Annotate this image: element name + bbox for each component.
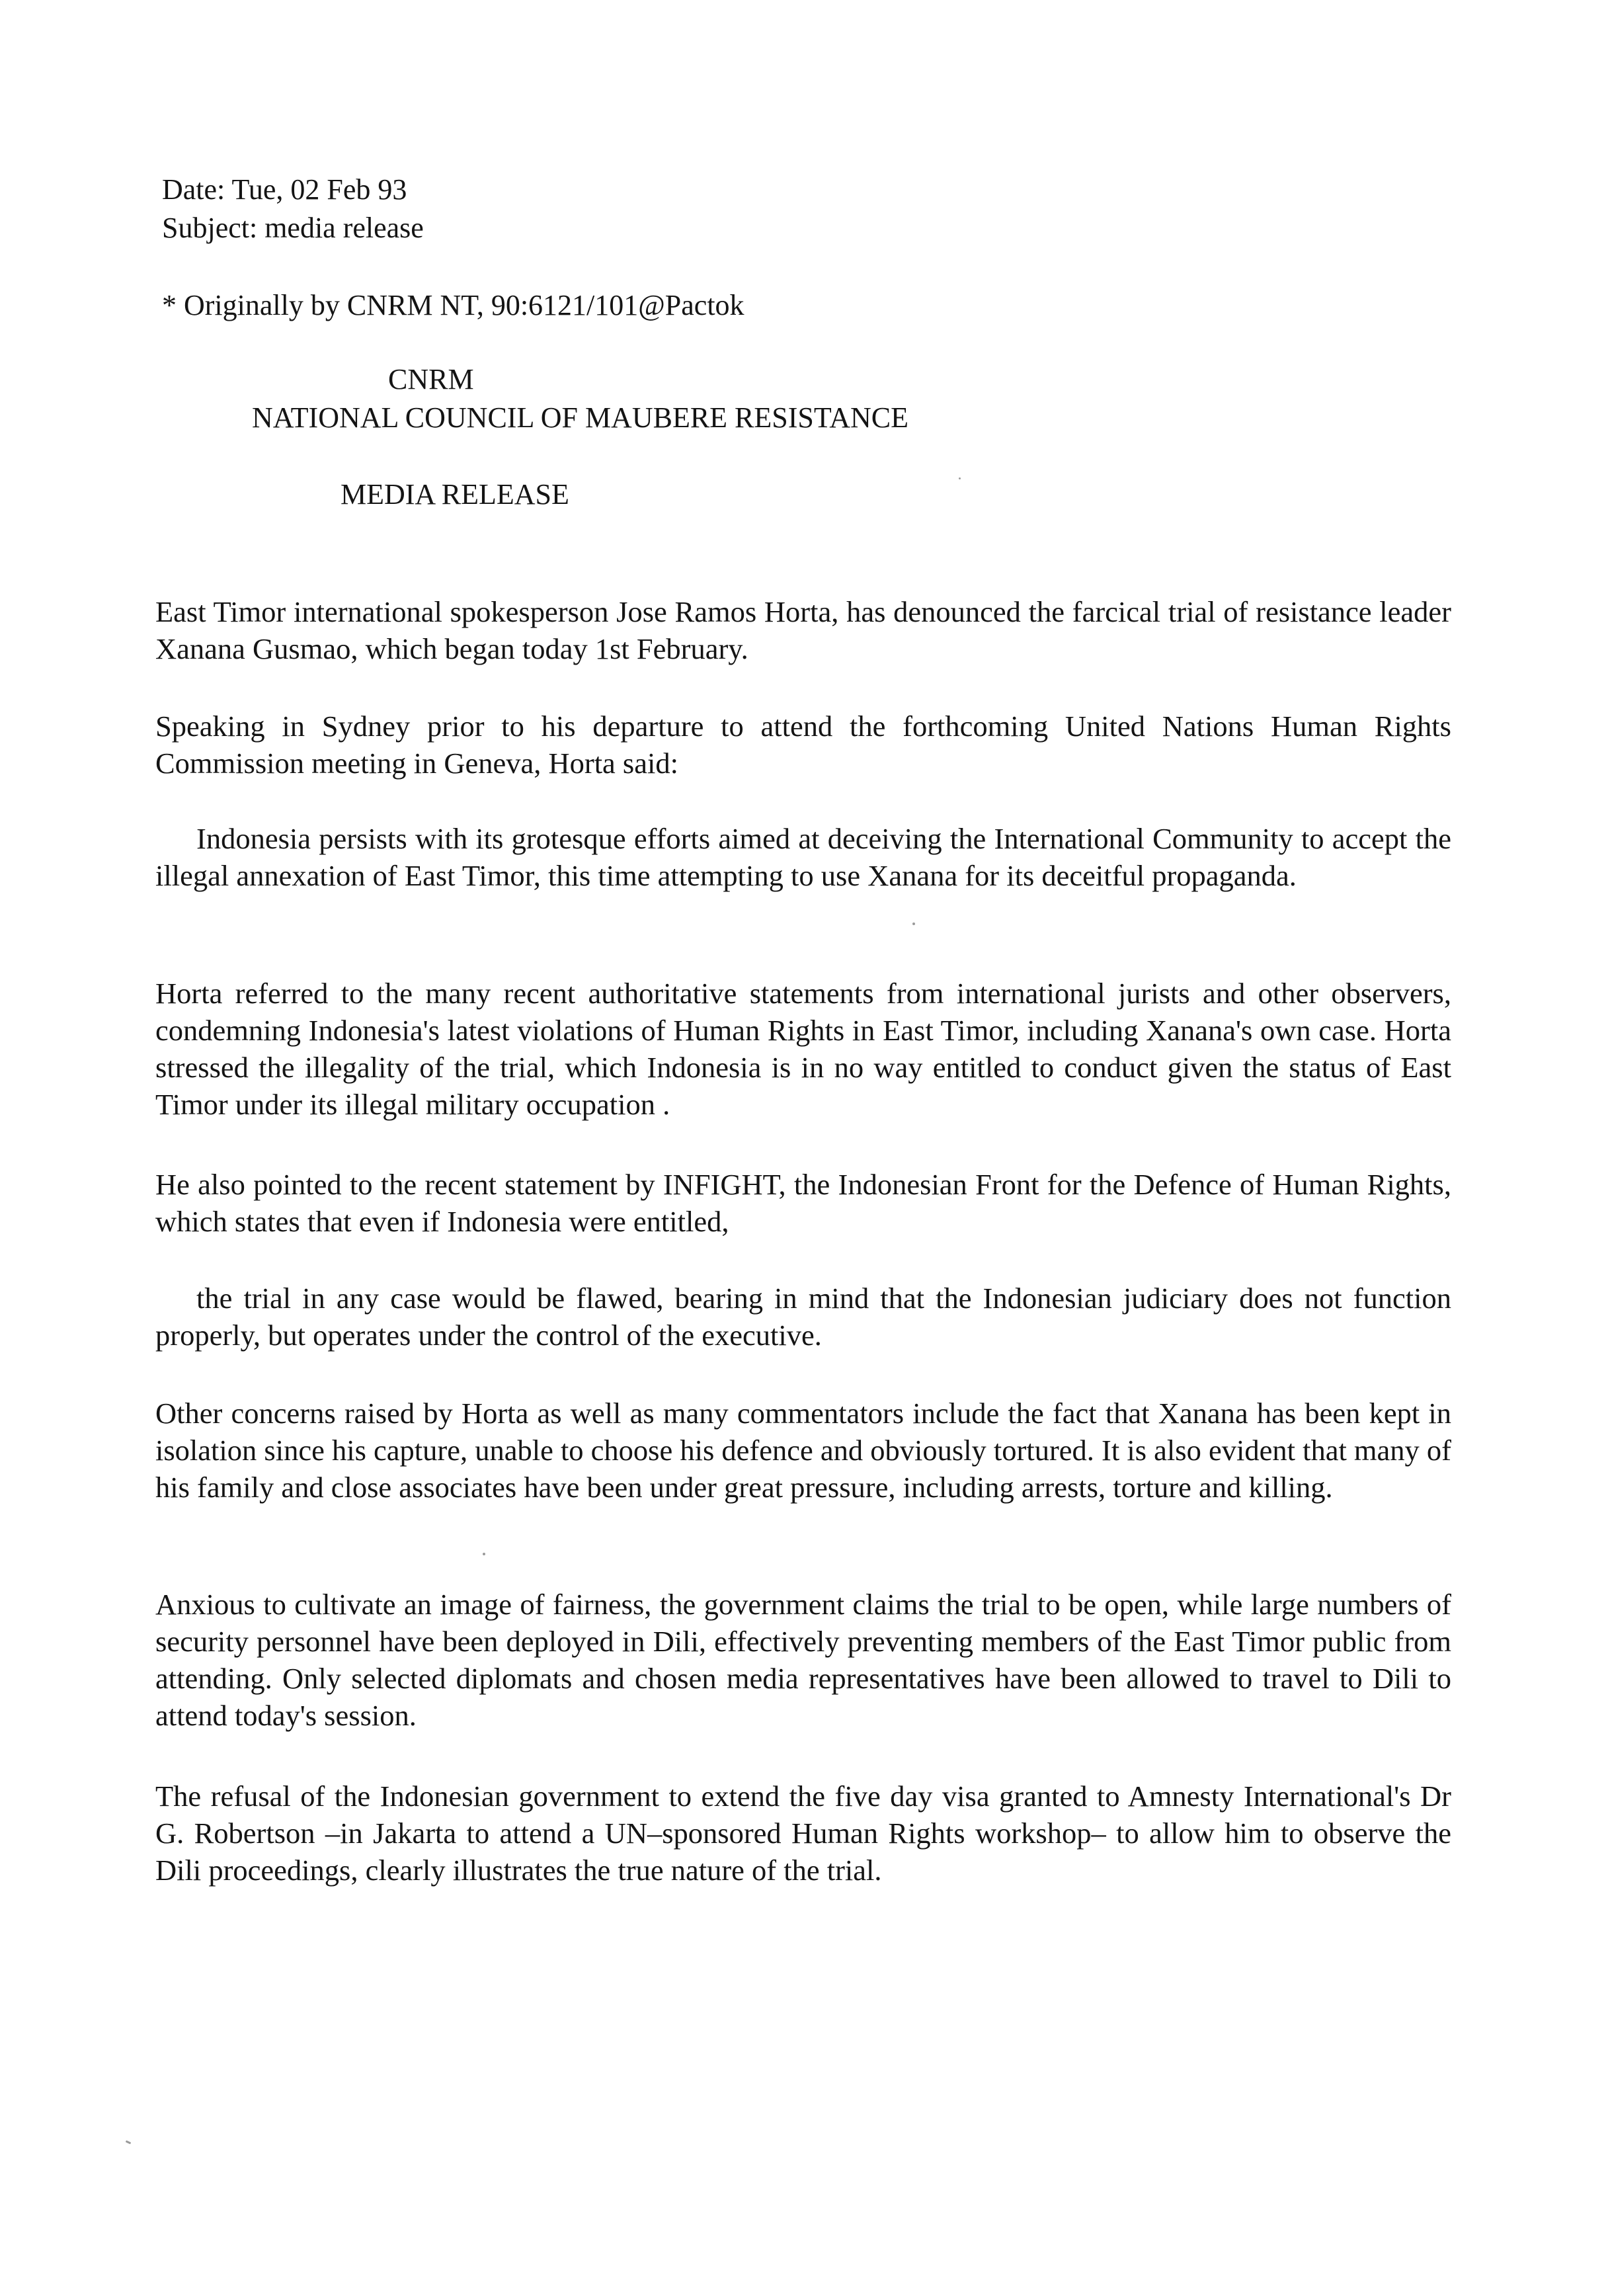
org-full-title: NATIONAL COUNCIL OF MAUBERE RESISTANCE [252,401,909,434]
body-paragraph: Speaking in Sydney prior to his departure to attend the forthcoming United Nations Human Rights Commission meeting in Geneva, Horta said: [155,710,1451,780]
body-paragraph: Horta referred to the many recent authoritative statements from international jurists and other observers, condemning Indonesia's latest violations of Human Rights in East Timor, including Xanana's own case. Horta stressed the illegality of the trial, which Indonesia is in no way entitled to conduct given the status of East Timor under its illegal military occupation . [155,977,1451,1121]
quoted-paragraph: Indonesia persists with its grotesque efforts aimed at deceiving the International Community to accept the illegal annexation of East Timor, this time attempting to use Xanana for its deceitful propaganda. [155,822,1451,892]
release-type-title: MEDIA RELEASE [341,478,569,511]
scan-speck [959,477,961,479]
scan-speck [126,2140,132,2144]
org-short-title: CNRM [388,363,474,395]
subject-line: Subject: media release [162,212,424,244]
scan-speck [483,1553,485,1555]
body-paragraph: Other concerns raised by Horta as well as many commentators include the fact that Xanana has been kept in isolation since his capture, unable to choose his defence and obviously tortured. It is also evident that many of his family and close associates have been under great pressure, including arrests, torture and killing. [155,1397,1451,1504]
body-paragraph: The refusal of the Indonesian government to extend the five day visa granted to Amnesty International's Dr G. Robertson –in Jakarta to attend a UN–sponsored Human Rights workshop– to allow him to observe the Dili proceedings, clearly illustrates the true nature of the trial. [155,1780,1451,1887]
quoted-paragraph: the trial in any case would be flawed, bearing in mind that the Indonesian judiciary does not function properly, but operates under the control of the executive. [155,1282,1451,1352]
origin-line: * Originally by CNRM NT, 90:6121/101@Pactok [162,289,744,321]
body-paragraph: He also pointed to the recent statement by INFIGHT, the Indonesian Front for the Defence of Human Rights, which states that even if Indonesia were entitled, [155,1168,1451,1238]
scan-speck [912,922,915,925]
body-paragraph: East Timor international spokesperson Jose Ramos Horta, has denounced the farcical trial of resistance leader Xanana Gusmao, which began today 1st February. [155,595,1451,665]
date-line: Date: Tue, 02 Feb 93 [162,173,407,206]
body-paragraph: Anxious to cultivate an image of fairness, the government claims the trial to be open, while large numbers of security personnel have been deployed in Dili, effectively preventing members of the East Timor public from attending. Only selected diplomats and chosen media representatives have been allowed to travel to Dili to attend today's session. [155,1588,1451,1732]
